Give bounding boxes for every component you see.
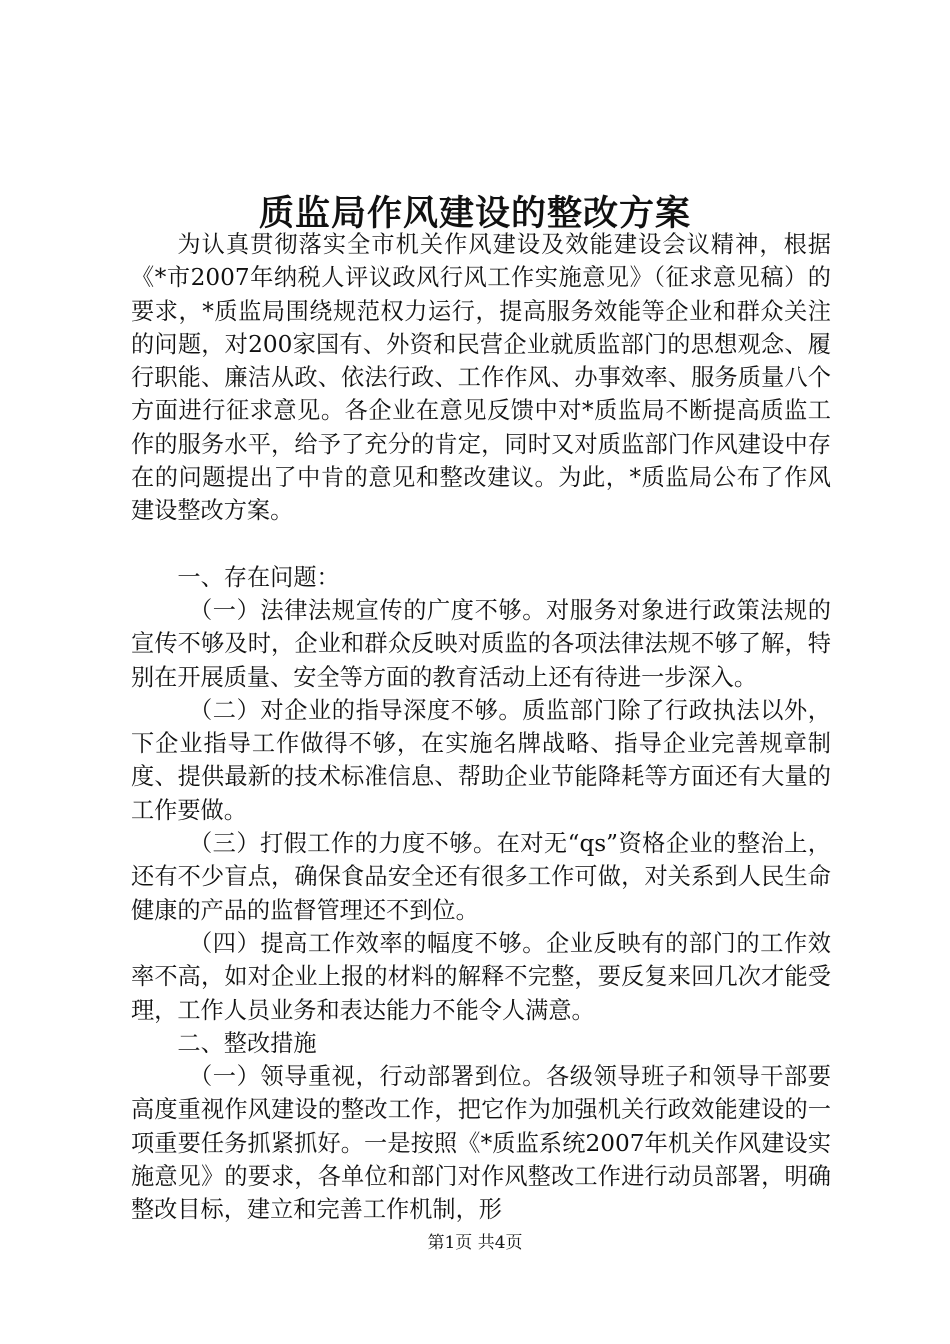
problem-item-2: （二）对企业的指导深度不够。质监部门除了行政执法以外，下企业指导工作做得不够，在实施名牌战略、指导企业完善规章制度、提供最新的技术标准信息、帮助企业节能降耗等方面还有大量的工作要做。 bbox=[131, 696, 831, 824]
section-heading-problems: 一、存在问题： bbox=[177, 563, 340, 591]
problem-item-3: （三）打假工作的力度不够。在对无“qs”资格企业的整治上，还有不少盲点，确保食品安全还有很多工作可做，对关系到人民生命健康的产品的监督管理还不到位。 bbox=[131, 830, 831, 924]
document-body bbox=[131, 228, 831, 1227]
problem-item-4: （四）提高工作效率的幅度不够。企业反映有的部门的工作效率不高，如对企业上报的材料的解释不完整，要反复来回几次才能受理，工作人员业务和表达能力不能令人满意。 bbox=[131, 929, 831, 1024]
measure-item-1: （一）领导重视，行动部署到位。各级领导班子和领导干部要高度重视作风建设的整改工作，把它作为加强机关行政效能建设的一项重要任务抓紧抓好。一是按照《*质监系统2007年机关作风建设实施意见》的要求，各单位和部门对作风整改工作进行动员部署，明确整改目标，建立和完善工作机制，形 bbox=[131, 1063, 831, 1224]
page-footer: 第1页 共4页 bbox=[427, 1233, 523, 1253]
intro-paragraph: 为认真贯彻落实全市机关作风建设及效能建设会议精神，根据《*市2007年纳税人评议政风行风工作实施意见》（征求意见稿）的要求，*质监局围绕规范权力运行，提高服务效能等企业和群众关注的问题，对200家国有、外资和民营企业就质监部门的思想观念、履行职能、廉洁从政、依法行政、工作作风、办事效率、服务质量八个方面进行征求意见。各企业在意见反馈中对*质监局不断提高质监工作的服务水平，给予了充分的肯定，同时又对质监部门作风建设中存在的问题提出了中肯的意见和整改建议。为此，*质监局公布了作风建设整改方案。 bbox=[131, 231, 831, 525]
paragraph-gap bbox=[131, 528, 831, 561]
problem-item-1: （一）法律法规宣传的广度不够。对服务对象进行政策法规的宣传不够及时，企业和群众反映对质监的各项法律法规不够了解，特别在开展质量、安全等方面的教育活动上还有待进一步深入。 bbox=[131, 596, 831, 691]
section-heading-measures: 二、整改措施 bbox=[177, 1029, 317, 1057]
document-title: 质监局作风建设的整改方案 bbox=[258, 193, 691, 234]
